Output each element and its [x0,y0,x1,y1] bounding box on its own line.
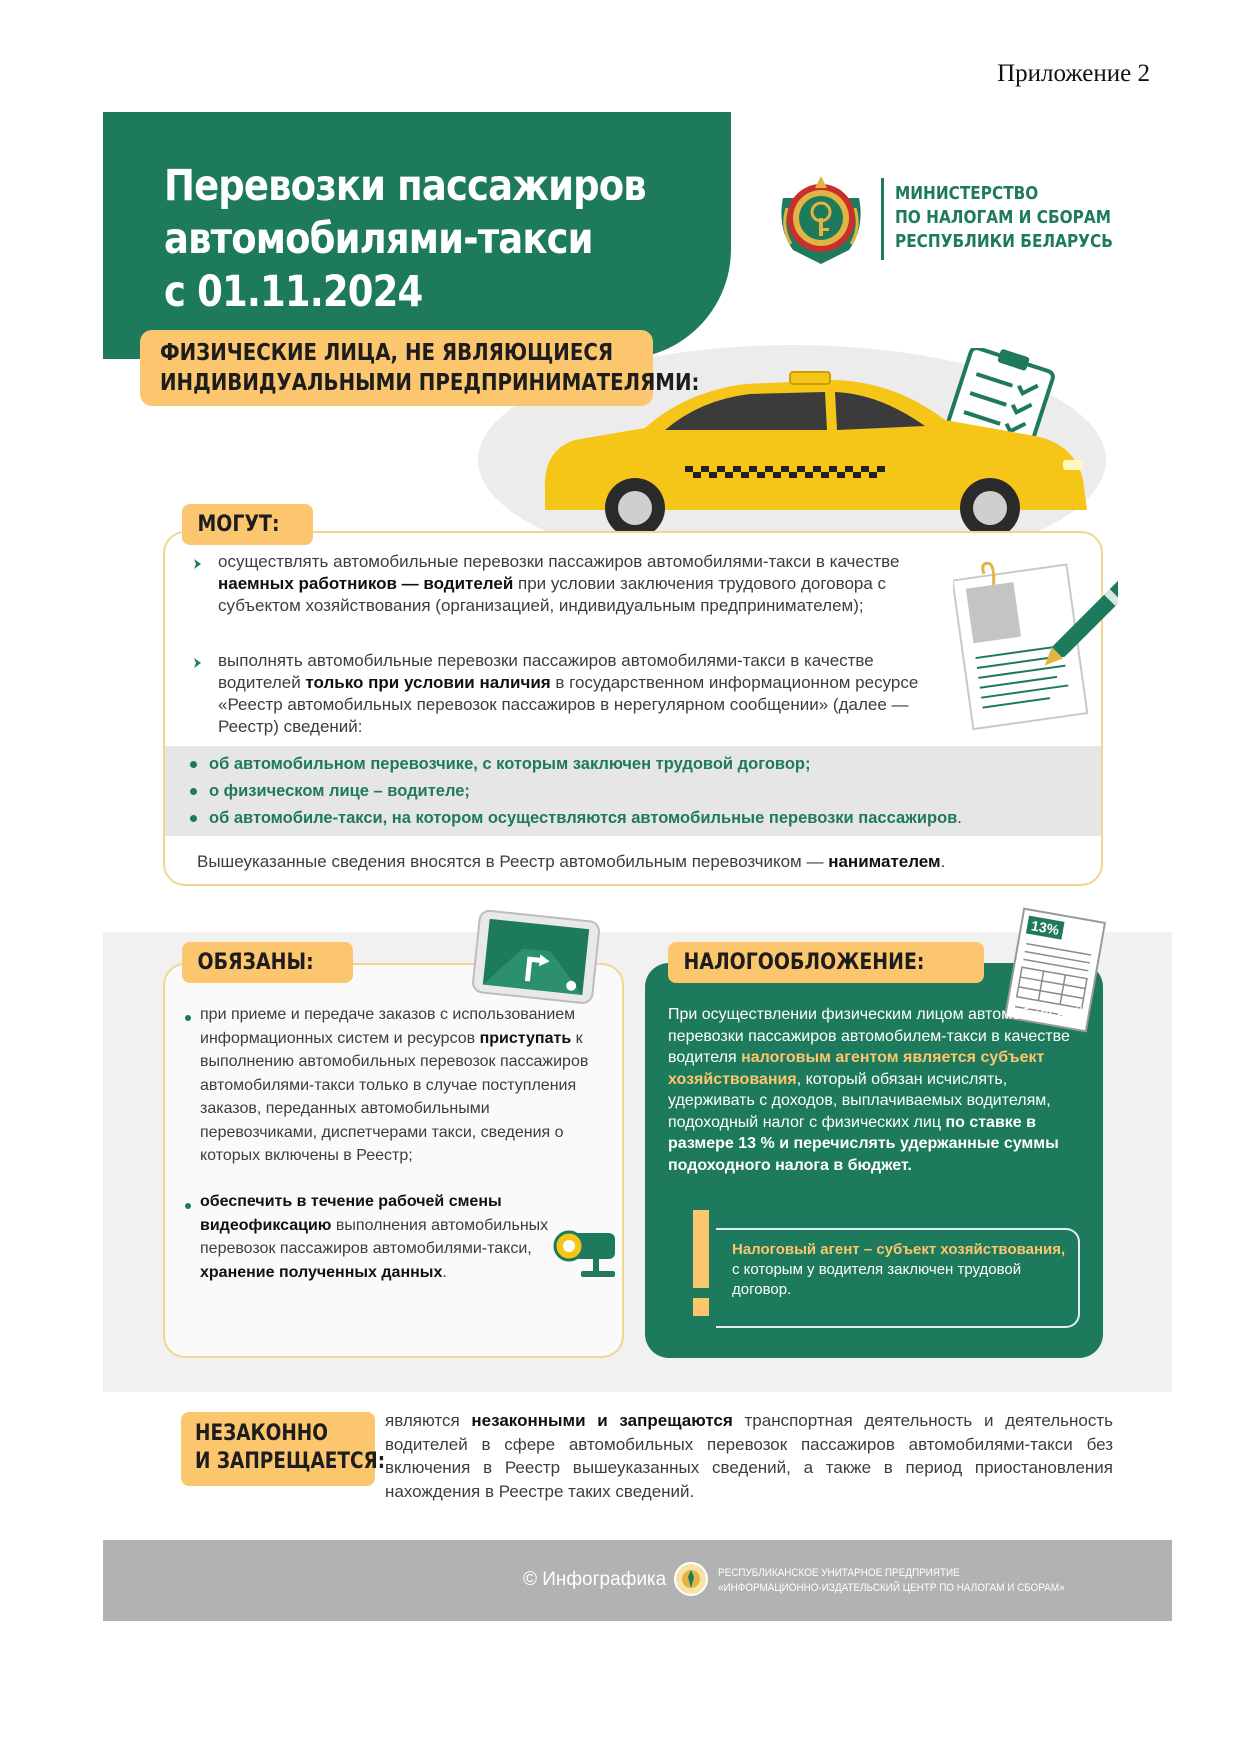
registry-bullet-3-text: об автомобиле-такси, на котором осуществляются автомобильные перевозки пассажиров [209,809,958,827]
registry-bullet-3-tail: . [957,809,962,827]
footer-logo-icon [673,1560,709,1598]
footer [103,1540,1172,1621]
illegal-label-line-1: НЕЗАКОННО [195,1421,328,1446]
obligation-item-1-bold: приступать [479,1029,572,1047]
registry-bullet-1 [190,755,811,774]
ministry-line-3: РЕСПУБЛИКИ БЕЛАРУСЬ [895,231,1113,252]
can-item-1-bold: наемных работников — водителей [218,574,514,593]
registry-note [197,852,945,872]
footer-org-line-2: «ИНФОРМАЦИОННО-ИЗДАТЕЛЬСКИЙ ЦЕНТР ПО НАЛОГАМ И СБОРАМ» [718,1582,1065,1594]
registry-note-end: . [940,852,946,871]
obligations-label [182,942,353,983]
footer-org-line-1: РЕСПУБЛИКАНСКОЕ УНИТАРНОЕ ПРЕДПРИЯТИЕ [718,1567,960,1579]
footer-copyright: © Инфографика [523,1569,667,1590]
can-label-text: МОГУТ: [197,512,280,537]
registry-note-text: Вышеуказанные сведения вносятся в Реестр автомобильным перевозчиком — [197,852,829,871]
illegal-text-2: транспортная деятельность и деятельность водителей в сфере автомобильных перевозок пассажиров автомобилями-такси без включения в Реестр вышеуказанных сведений, а также в период приостановления нахождения в Реестре таких сведений. [385,1411,1113,1501]
ministry-line-2: ПО НАЛОГАМ И СБОРАМ [895,207,1111,228]
can-item-1-text: осуществлять автомобильные перевозки пассажиров автомобилями-такси в качестве [218,552,900,571]
navigator-icon [470,910,605,1005]
registry-note-bold: нанимателем [828,852,941,871]
footer-org-name [718,1566,1065,1596]
illegal-text-1: являются [385,1411,472,1430]
page-title [164,160,646,319]
taxation-text [668,1004,1088,1176]
can-item-1-text-end: при условии заключения трудового договора с субъектом хозяйствования (организацией, индивидуальным предпринимателем); [218,574,887,615]
subtitle-line-2: ИНДИВИДУАЛЬНЫМИ ПРЕДПРИНИМАТЕЛЯМИ: [160,370,700,396]
obligation-item-1 [200,1003,610,1168]
obligation-item-1-text-end: к выполнению автомобильных перевозок пассажиров автомобилями-такси только в случае поступления заказов, переданных автомобильными перевозчиками, диспетчерами такси, сведения о которых включены в Реестр; [200,1029,589,1164]
title-line-1: Перевозки пассажиров [164,161,646,211]
subtitle-text [160,338,699,398]
tax-agent-text: с которым у водителя заключен трудовой договор. [732,1261,1022,1298]
taxation-text-2: , который обязан исчислять, удерживать с доходов, выплачиваемых водителям, подоходный налог с физических лиц [668,1070,1051,1131]
illegal-label-text [195,1420,385,1476]
taxation-label [668,942,984,983]
tax-agent-note [732,1240,1072,1300]
obligation-item-2-end: . [442,1263,447,1281]
obligation-item-2-text: выполнения автомобильных перевозок пассажиров автомобилями-такси, [200,1216,549,1257]
ministry-divider [881,178,884,260]
registry-bullet-2-text: о физическом лице – водителе; [209,782,470,800]
obligation-item-2 [200,1190,565,1284]
title-line-3: с 01.11.2024 [164,267,423,317]
can-item-2-text-end: в государственном информационном ресурсе «Реестр автомобильных перевозок пассажиров в нерегулярном сообщении» (далее — Реестр) сведений: [218,673,919,736]
can-item-2-text: выполнять автомобильные перевозки пассажиров автомобилями-такси в качестве водителей [218,651,874,692]
ministry-name [895,182,1113,254]
chevron-right-icon [192,558,204,570]
subtitle-banner [140,330,700,406]
tax-badge-text: 13% [1030,917,1061,938]
bullet-dot [185,1015,191,1021]
ministry-emblem-icon [773,168,869,268]
appendix-label: Приложение 2 [997,60,1150,87]
taxation-highlight: налоговым агентом является субъект хозяйствования [668,1049,1045,1088]
exclamation-icon [690,1210,712,1320]
taxation-text-1: При осуществлении физическим лицом автомобильной перевозки пассажиров автомобилем-такси в качестве водителя [668,1006,1084,1066]
can-item-1 [218,551,938,617]
bullet-dot [185,1203,191,1209]
obligation-item-2-bold: обеспечить в течение рабочей смены видеофиксацию [200,1193,502,1234]
camera-icon [553,1225,621,1283]
registry-bullet-3 [190,809,962,828]
bullet-dot [190,788,197,795]
chevron-right-icon [192,657,204,669]
taxation-bold: по ставке в размере 13 % и перечислять удержанные суммы подоходного налога в бюджет. [668,1113,1059,1174]
document-pen-icon [953,550,1118,740]
taxation-label-text: НАЛОГООБЛОЖЕНИЕ: [683,950,925,975]
registry-bullet-1-text: об автомобильном перевозчике, с которым заключен трудовой договор; [209,755,811,773]
title-line-2: автомобилями-такси [164,214,593,264]
illegal-label [181,1412,386,1486]
bullet-dot [190,761,197,768]
tax-agent-highlight: Налоговый агент – субъект хозяйствования, [732,1241,1066,1258]
ministry-logo [773,168,1113,268]
subtitle-line-1: ФИЗИЧЕСКИЕ ЛИЦА, НЕ ЯВЛЯЮЩИЕСЯ [160,340,614,366]
registry-bullet-2 [190,782,470,801]
illegal-label-line-2: И ЗАПРЕЩАЕТСЯ: [195,1449,386,1474]
bullet-dot [190,815,197,822]
can-item-2 [218,650,938,738]
can-label [182,504,313,545]
illegal-bold: незаконными и запрещаются [471,1411,733,1430]
ministry-line-1: МИНИСТЕРСТВО [895,183,1039,204]
obligation-item-1-text: при приеме и передаче заказов с использованием информационных систем и ресурсов [200,1006,576,1047]
can-item-2-bold: только при условии наличия [305,673,551,692]
illegal-text [385,1409,1113,1503]
obligations-label-text: ОБЯЗАНЫ: [197,950,314,975]
obligation-item-2-bold-2: хранение полученных данных [200,1263,443,1281]
